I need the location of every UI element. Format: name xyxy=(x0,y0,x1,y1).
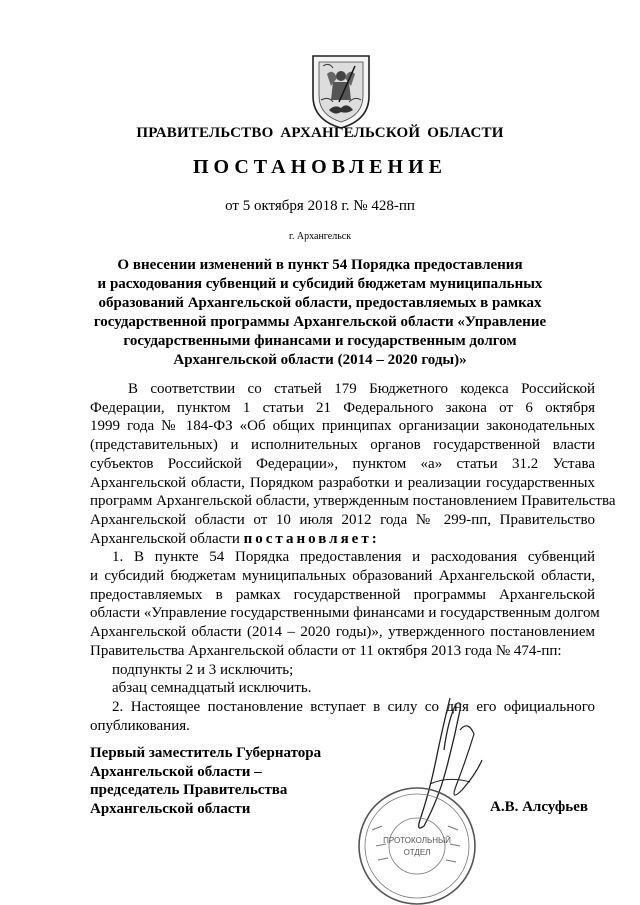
title-line: О внесении изменений в пункт 54 Порядка предоставления xyxy=(117,257,523,273)
preamble-line: программ Архангельской области, утвержденным постановлением Правительства xyxy=(90,493,616,510)
title-line: государственной программы Архангельской области «Управление xyxy=(93,314,547,330)
title-line: Архангельской области (2014 – 2020 годы)» xyxy=(173,352,467,368)
preamble-line: субъектов Российской Федерации», пунктом «а» статьи 31.2 Устава xyxy=(90,455,595,472)
item-1-line: Архангельской области (2014 – 2020 годы)», утвержденного постановлением xyxy=(90,624,595,641)
title-line: государственными финансами и государственным долгом xyxy=(123,333,517,349)
city: г. Архангельск xyxy=(288,231,352,242)
subitem-line: подпункты 2 и 3 исключить; xyxy=(112,661,294,678)
resolves-word: постановляет: xyxy=(243,530,380,547)
stamp-text-line-1: ПРОТОКОЛЬНЫЙ xyxy=(383,836,451,845)
position-line: Архангельской области – xyxy=(90,763,262,780)
preamble-line: 1999 года № 184-ФЗ «Об общих принципах организации законодательных xyxy=(90,418,595,435)
subitem-line: абзац семнадцатый исключить. xyxy=(112,680,312,697)
document-body xyxy=(90,380,616,735)
title-line: образований Архангельской области, предоставляемых в рамках xyxy=(98,295,542,311)
document-type: ПОСТАНОВЛЕНИЕ xyxy=(193,156,447,178)
stamp-text-line-2: ОТДЕЛ xyxy=(403,848,431,857)
preamble-last-text: Архангельской области xyxy=(90,530,240,547)
position-line: председатель Правительства xyxy=(90,782,288,798)
date-number: от 5 октября 2018 г. № 428-пп xyxy=(225,198,415,214)
item-1-line: области «Управление государственными финансами и государственным долгом xyxy=(90,605,600,622)
preamble-line: В соответствии со статьей 179 Бюджетного кодекса Российской xyxy=(128,381,595,397)
preamble-line: (представительных) и исполнительных органов государственной власти xyxy=(90,437,595,454)
position-line: Первый заместитель Губернатора xyxy=(90,745,322,761)
document-title xyxy=(80,256,560,370)
preamble-last-line xyxy=(90,530,595,549)
preamble-line: Архангельской области, Порядком разработки и реализации государственных xyxy=(90,474,595,491)
item-2-last-line: опубликования. xyxy=(90,717,190,734)
preamble-line: Архангельской области от 10 июля 2012 года № 299-пп, Правительство xyxy=(90,511,595,528)
official-stamp xyxy=(352,780,482,905)
signatory-name: А.В. Алсуфьев xyxy=(490,799,588,815)
item-1-last-line: Правительства Архангельской области от 11 октября 2013 года № 474-пп: xyxy=(90,642,562,659)
position-line: Архангельской области xyxy=(90,800,251,817)
item-2-line: 2. Настоящее постановление вступает в силу со дня его официального xyxy=(112,698,595,715)
coat-of-arms-emblem xyxy=(299,52,383,130)
preamble-line: Федерации, пунктом 1 статьи 21 Федерального закона от 6 октября xyxy=(90,399,595,416)
item-1-line: 1. В пункте 54 Порядка предоставления и расходования субвенций xyxy=(112,549,595,566)
signatory-position xyxy=(90,744,321,818)
item-1-line: и субсидий бюджетам муниципальных образований Архангельской области, xyxy=(90,568,595,585)
government-name: ПРАВИТЕЛЬСТВО АРХАНГЕЛЬСКОЙ ОБЛАСТИ xyxy=(136,125,504,141)
item-1-line: предоставляемых в рамках государственной программы Архангельской xyxy=(90,586,595,603)
title-line: и расходования субвенций и субсидий бюджетам муниципальных xyxy=(97,276,543,292)
